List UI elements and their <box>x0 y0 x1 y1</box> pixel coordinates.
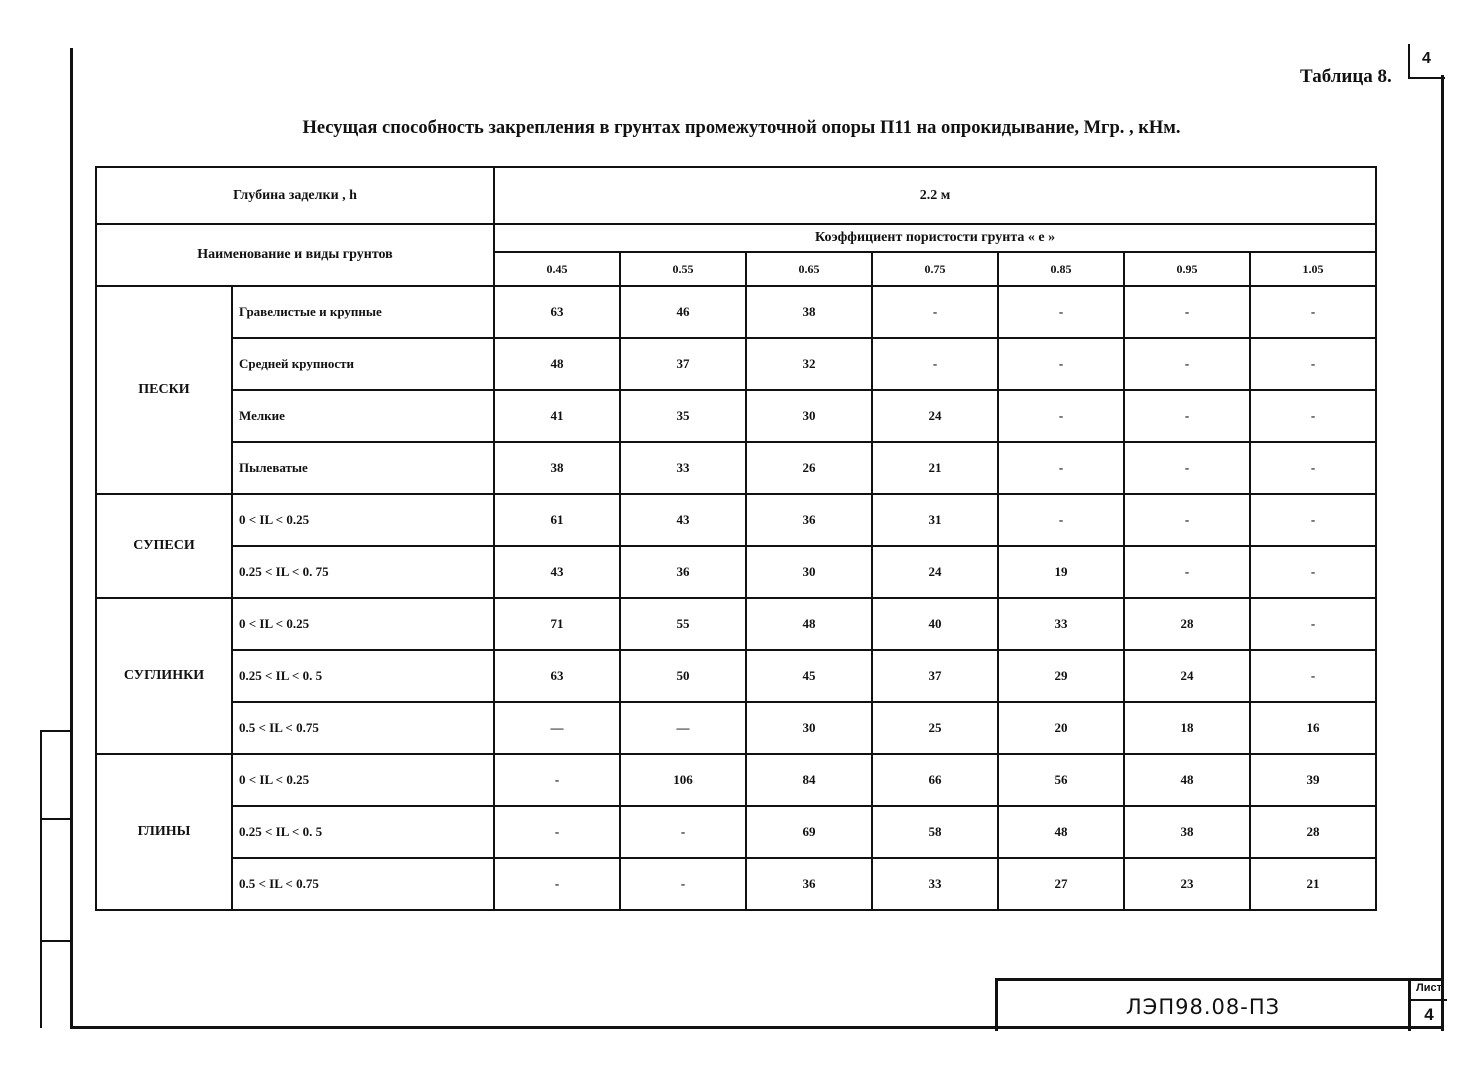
capacity-value-cell: 31 <box>872 494 998 546</box>
depth-value: 2.2 м <box>494 167 1376 224</box>
capacity-value-cell: 37 <box>872 650 998 702</box>
capacity-value-cell: 63 <box>494 286 620 338</box>
capacity-value-cell: — <box>494 702 620 754</box>
capacity-value-cell: 48 <box>494 338 620 390</box>
capacity-value-cell: 29 <box>998 650 1124 702</box>
capacity-value-cell: 18 <box>1124 702 1250 754</box>
capacity-value-cell: 28 <box>1124 598 1250 650</box>
capacity-value-cell: 25 <box>872 702 998 754</box>
capacity-value-cell: — <box>620 702 746 754</box>
capacity-value-cell: 84 <box>746 754 872 806</box>
capacity-value-cell: 28 <box>1250 806 1376 858</box>
capacity-value-cell: 33 <box>620 442 746 494</box>
capacity-value-cell: - <box>1250 546 1376 598</box>
soil-subtype-label: 0 < IL < 0.25 <box>232 598 494 650</box>
capacity-value-cell: - <box>1124 546 1250 598</box>
capacity-value-cell: - <box>1124 442 1250 494</box>
capacity-value-cell: - <box>1250 286 1376 338</box>
table-number: Таблица 8. <box>1300 66 1392 87</box>
soil-subtype-label: 0.25 < IL < 0. 5 <box>232 806 494 858</box>
capacity-value-cell: 61 <box>494 494 620 546</box>
capacity-value-cell: - <box>1124 286 1250 338</box>
coef-column-header: 0.65 <box>746 252 872 286</box>
capacity-value-cell: 26 <box>746 442 872 494</box>
capacity-value-cell: 20 <box>998 702 1124 754</box>
capacity-value-cell: 106 <box>620 754 746 806</box>
capacity-value-cell: - <box>1250 442 1376 494</box>
stamp-line <box>40 818 72 820</box>
capacity-value-cell: - <box>1124 338 1250 390</box>
capacity-value-cell: 43 <box>494 546 620 598</box>
capacity-value-cell: - <box>998 442 1124 494</box>
soil-group-name: ПЕСКИ <box>96 286 232 494</box>
capacity-value-cell: 35 <box>620 390 746 442</box>
sheet-cell <box>1408 981 1447 1031</box>
capacity-value-cell: - <box>1124 390 1250 442</box>
porosity-coef-label: Коэффициент пористости грунта « е » <box>494 224 1376 252</box>
table-row <box>96 702 1376 754</box>
left-margin-stamp <box>40 730 72 1028</box>
stamp-line <box>40 940 72 942</box>
table-row <box>96 598 1376 650</box>
depth-label: Глубина заделки , h <box>96 167 494 224</box>
capacity-value-cell: 33 <box>872 858 998 910</box>
capacity-value-cell: 33 <box>998 598 1124 650</box>
capacity-value-cell: 40 <box>872 598 998 650</box>
soil-subtype-label: 0 < IL < 0.25 <box>232 494 494 546</box>
capacity-value-cell: 46 <box>620 286 746 338</box>
soil-type-label: Наименование и виды грунтов <box>96 224 494 286</box>
title-block <box>995 978 1444 1031</box>
table-row <box>96 494 1376 546</box>
capacity-value-cell: - <box>494 754 620 806</box>
stamp-line <box>70 730 72 1028</box>
capacity-value-cell: 24 <box>872 390 998 442</box>
capacity-value-cell: 27 <box>998 858 1124 910</box>
capacity-value-cell: - <box>494 806 620 858</box>
coef-column-header: 0.45 <box>494 252 620 286</box>
frame-right-border <box>1441 75 1444 1031</box>
coef-column-header: 0.95 <box>1124 252 1250 286</box>
soil-subtype-label: 0 < IL < 0.25 <box>232 754 494 806</box>
capacity-value-cell: 32 <box>746 338 872 390</box>
soil-subtype-label: Гравелистые и крупные <box>232 286 494 338</box>
capacity-value-cell: 19 <box>998 546 1124 598</box>
capacity-value-cell: 55 <box>620 598 746 650</box>
capacity-value-cell: - <box>1124 494 1250 546</box>
capacity-value-cell: 48 <box>998 806 1124 858</box>
capacity-value-cell: 50 <box>620 650 746 702</box>
table-body <box>96 286 1376 910</box>
soil-subtype-label: Пылеватые <box>232 442 494 494</box>
capacity-value-cell: 41 <box>494 390 620 442</box>
capacity-value-cell: 45 <box>746 650 872 702</box>
capacity-value-cell: - <box>998 390 1124 442</box>
table-row <box>96 546 1376 598</box>
table-row <box>96 650 1376 702</box>
capacity-value-cell: 69 <box>746 806 872 858</box>
page-number: 4 <box>1422 50 1431 67</box>
capacity-value-cell: 21 <box>1250 858 1376 910</box>
capacity-value-cell: 36 <box>746 858 872 910</box>
soil-subtype-label: Средней крупности <box>232 338 494 390</box>
table-row <box>96 806 1376 858</box>
capacity-value-cell: 38 <box>746 286 872 338</box>
soil-subtype-label: 0.25 < IL < 0. 75 <box>232 546 494 598</box>
capacity-value-cell: 56 <box>998 754 1124 806</box>
sheet-label: Лист <box>1411 982 1447 1001</box>
capacity-value-cell: - <box>494 858 620 910</box>
table-row <box>96 286 1376 338</box>
table-row <box>96 338 1376 390</box>
capacity-value-cell: - <box>1250 338 1376 390</box>
capacity-value-cell: 24 <box>872 546 998 598</box>
soil-subtype-label: 0.25 < IL < 0. 5 <box>232 650 494 702</box>
capacity-value-cell: 43 <box>620 494 746 546</box>
capacity-value-cell: 38 <box>1124 806 1250 858</box>
soil-group-name: СУГЛИНКИ <box>96 598 232 754</box>
capacity-value-cell: 30 <box>746 702 872 754</box>
capacity-value-cell: - <box>620 806 746 858</box>
capacity-value-cell: - <box>1250 598 1376 650</box>
capacity-value-cell: - <box>620 858 746 910</box>
soil-group-name: ГЛИНЫ <box>96 754 232 910</box>
coef-column-header: 0.75 <box>872 252 998 286</box>
capacity-value-cell: 58 <box>872 806 998 858</box>
capacity-value-cell: 38 <box>494 442 620 494</box>
capacity-value-cell: - <box>998 286 1124 338</box>
soil-subtype-label: 0.5 < IL < 0.75 <box>232 702 494 754</box>
capacity-value-cell: - <box>998 494 1124 546</box>
capacity-value-cell: 48 <box>1124 754 1250 806</box>
capacity-value-cell: 16 <box>1250 702 1376 754</box>
soil-subtype-label: 0.5 < IL < 0.75 <box>232 858 494 910</box>
capacity-value-cell: 37 <box>620 338 746 390</box>
document-title: Несущая способность закрепления в грунтах промежуточной опоры П11 на опрокидывание, Мгр. , кНм. <box>302 118 1181 138</box>
capacity-value-cell: - <box>1250 650 1376 702</box>
capacity-value-cell: - <box>998 338 1124 390</box>
document-code: ЛЭП98.08-ПЗ <box>1125 995 1281 1019</box>
table-row <box>96 754 1376 806</box>
soil-group-name: СУПЕСИ <box>96 494 232 598</box>
capacity-value-cell: - <box>872 286 998 338</box>
capacity-value-cell: 30 <box>746 390 872 442</box>
bearing-capacity-table <box>95 166 1377 911</box>
table-row <box>96 390 1376 442</box>
coef-column-header: 1.05 <box>1250 252 1376 286</box>
soil-subtype-label: Мелкие <box>232 390 494 442</box>
capacity-value-cell: 24 <box>1124 650 1250 702</box>
stamp-line <box>40 730 72 732</box>
coef-column-header: 0.55 <box>620 252 746 286</box>
capacity-value-cell: 48 <box>746 598 872 650</box>
page-number-box <box>1408 44 1445 79</box>
capacity-value-cell: 30 <box>746 546 872 598</box>
capacity-value-cell: - <box>1250 494 1376 546</box>
capacity-value-cell: - <box>1250 390 1376 442</box>
capacity-value-cell: 71 <box>494 598 620 650</box>
sheet-number: 4 <box>1424 1005 1434 1024</box>
capacity-value-cell: 39 <box>1250 754 1376 806</box>
capacity-value-cell: 36 <box>620 546 746 598</box>
capacity-value-cell: 23 <box>1124 858 1250 910</box>
capacity-value-cell: 63 <box>494 650 620 702</box>
capacity-value-cell: - <box>872 338 998 390</box>
capacity-value-cell: 36 <box>746 494 872 546</box>
table-row <box>96 858 1376 910</box>
table-row <box>96 442 1376 494</box>
stamp-line <box>40 730 42 1028</box>
coef-column-header: 0.85 <box>998 252 1124 286</box>
capacity-value-cell: 21 <box>872 442 998 494</box>
capacity-value-cell: 66 <box>872 754 998 806</box>
